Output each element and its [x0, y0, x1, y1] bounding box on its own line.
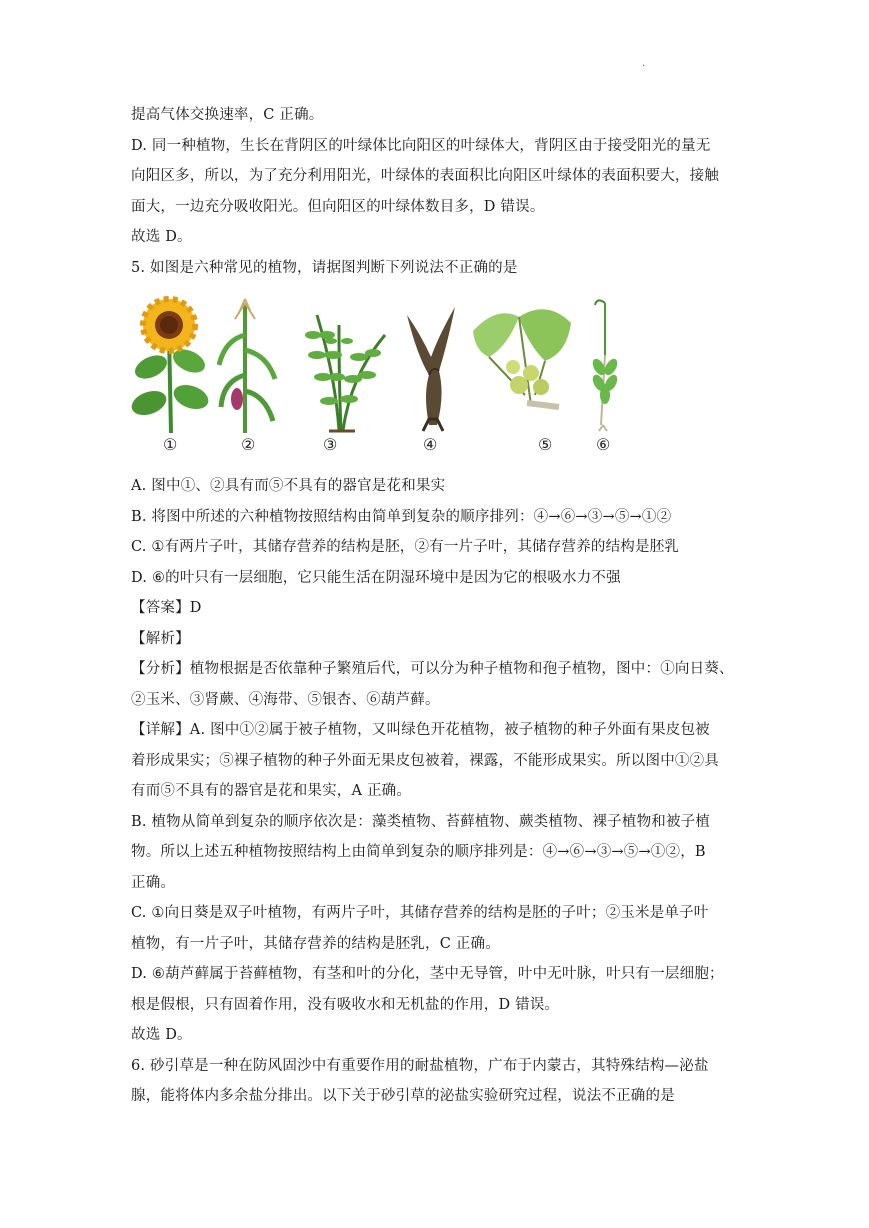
text-line: B. 植物从简单到复杂的顺序依次是：藻类植物、苔藓植物、蕨类植物、裸子植物和被子植: [131, 813, 711, 830]
plant-label-3: ③: [323, 435, 338, 454]
option-d: D. ⑥的叶只有一层细胞，它只能生活在阴湿环境中是因为它的根吸水力不强: [131, 569, 621, 586]
plant-label-2: ②: [241, 435, 256, 454]
header-dot: .: [642, 58, 646, 69]
ginkgo-icon: [467, 295, 577, 435]
text-line: 植物，有一片子叶，其储存营养的结构是胚乳，C 正确。: [131, 935, 500, 952]
question-5-stem: 5. 如图是六种常见的植物，请据图判断下列说法不正确的是: [131, 259, 518, 276]
text-line: ②玉米、③肾蕨、④海带、⑤银杏、⑥葫芦藓。: [131, 691, 440, 708]
text-line: 【详解】A. 图中①②属于被子植物，又叫绿色开花植物，被子植物的种子外面有果皮包被: [131, 722, 710, 738]
fern-icon: [299, 295, 391, 435]
plant-label-5: ⑤: [538, 435, 553, 454]
text-line: 着形成果实；⑤裸子植物的种子外面无果皮包被着，裸露，不能形成果实。所以图中①②具: [131, 752, 719, 769]
plant-label-1: ①: [163, 435, 178, 454]
plants-figure: [131, 295, 743, 467]
corn-icon: [217, 295, 279, 435]
text-line: 有而⑤不具有的器官是花和果实，A 正确。: [131, 783, 412, 799]
text-line: 故选 D。: [131, 1027, 192, 1043]
text-line: 根是假根，只有固着作用，没有吸收水和无机盐的作用，D 错误。: [131, 996, 560, 1013]
sunflower-icon: [131, 295, 209, 435]
plant-label-4: ④: [423, 435, 438, 454]
option-b: B. 将图中所述的六种植物按照结构由简单到复杂的顺序排列：④→⑥→③→⑤→①②: [131, 508, 672, 525]
document-page: [131, 100, 743, 1112]
option-a: A. 图中①、②具有而⑤不具有的器官是花和果实: [131, 478, 446, 494]
text-line: 正确。: [131, 874, 176, 891]
plant-label-6: ⑥: [596, 435, 611, 454]
text-line: 提高气体交换速率，C 正确。: [131, 107, 324, 123]
text-line: 物。所以上述五种植物按照结构上由简单到复杂的顺序排列是：④→⑥→③→⑤→①②，B: [131, 844, 706, 860]
analysis-heading: 【解析】: [131, 630, 190, 647]
text-line: C. ①向日葵是双子叶植物，有两片子叶，其储存营养的结构是胚的子叶；②玉米是单子叶: [131, 905, 709, 921]
text-line: 【分析】植物根据是否依靠种子繁殖后代，可以分为种子植物和孢子植物，图中：①向日葵、: [131, 661, 734, 677]
answer-line: 【答案】D: [131, 600, 202, 616]
text-line: D. 同一种植物，生长在背阴区的叶绿体比向阳区的叶绿体大，背阴区由于接受阳光的量无: [131, 137, 711, 154]
question-6-stem: 腺，能将体内多余盐分排出。以下关于砂引草的泌盐实验研究过程，说法不正确的是: [131, 1088, 675, 1104]
text-line: 故选 D。: [131, 229, 192, 245]
moss-icon: [589, 295, 623, 435]
option-c: C. ①有两片子叶，其储存营养的结构是胚，②有一片子叶，其储存营养的结构是胚乳: [131, 539, 680, 555]
text-line: 向阳区多，所以，为了充分利用阳光，叶绿体的表面积比向阳区叶绿体的表面积要大，接触: [131, 168, 719, 184]
question-6-stem: 6. 砂引草是一种在防风固沙中有重要作用的耐盐植物，广布于内蒙古，其特殊结构—泌盐: [131, 1057, 709, 1074]
text-line: 面大，一边充分吸收阳光。但向阳区的叶绿体数目多，D 错误。: [131, 198, 545, 215]
kelp-icon: [399, 295, 465, 435]
text-line: D. ⑥葫芦藓属于苔藓植物，有茎和叶的分化，茎中无导管，叶中无叶脉，叶只有一层细胞；: [131, 966, 724, 982]
